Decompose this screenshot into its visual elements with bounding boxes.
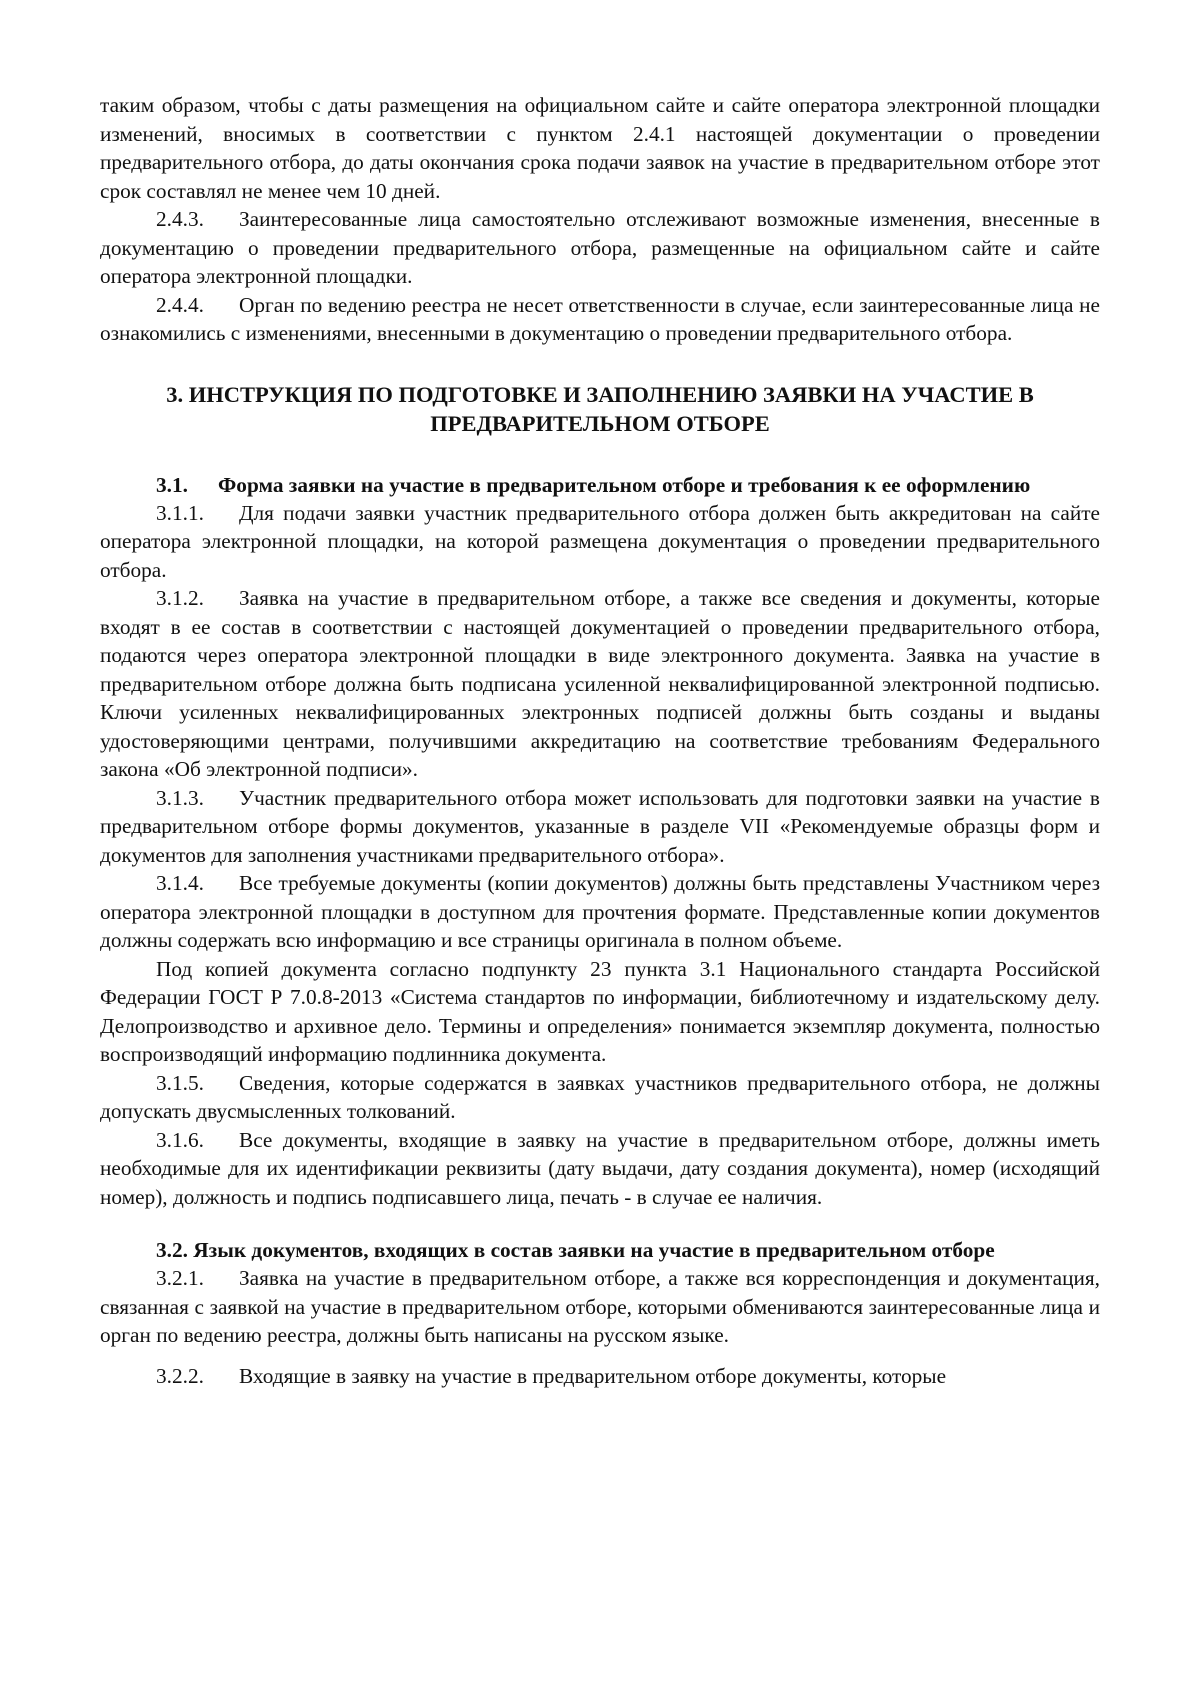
subsection-3-1-heading: [100, 472, 1100, 499]
paragraph-text: Все требуемые документы (копии документов) должны быть представлены Участником через оператора электронной площадки в доступном для прочтения формате. Представленные копии документов должны содержать всю информацию и все страницы оригинала в полном объеме.: [100, 871, 1100, 952]
intro-continuation-paragraph: таким образом, чтобы с даты размещения на официальном сайте и сайте оператора электронной площадки изменений, вносимых в соответствии с пунктом 2.4.1 настоящей документации о проведении предварительного отбора, до даты окончания срока подачи заявок на участие в предварительном отборе этот срок составлял не менее чем 10 дней.: [100, 93, 1100, 203]
section-3-heading-line1: 3. ИНСТРУКЦИЯ ПО ПОДГОТОВКЕ И ЗАПОЛНЕНИЮ ЗАЯВКИ НА УЧАСТИЕ В: [166, 381, 1034, 407]
paragraph-3-2-2: [100, 1362, 1100, 1391]
paragraph-number: 3.1.1.: [156, 500, 204, 525]
paragraph-number: 3.2.2.: [156, 1363, 204, 1388]
paragraph-text: Участник предварительного отбора может использовать для подготовки заявки на участие в предварительном отборе формы документов, указанные в разделе VII «Рекомендуемые образцы форм и документов для заполнения участниками предварительного отбора».: [100, 785, 1100, 867]
paragraph-3-1-6: [100, 1126, 1100, 1212]
paragraph-3-1-5: [100, 1069, 1100, 1126]
paragraph-text: Все документы, входящие в заявку на участие в предварительном отборе, должны иметь необходимые для их идентификации реквизиты (дату выдачи, дату создания документа), номер (исходящий номер), должность и подпись подписавшего лица, печать - в случае ее наличия.: [100, 1127, 1100, 1209]
paragraph-number: 2.4.3.: [156, 207, 204, 231]
paragraph-number: 3.2.1.: [156, 1266, 204, 1290]
section-3-heading: [100, 380, 1100, 438]
paragraph-2-4-4: [100, 291, 1100, 348]
paragraph-number: 3.1.4.: [156, 871, 204, 895]
paragraph-text: Для подачи заявки участник предварительного отбора должен быть аккредитован на сайте оператора электронной площадки, на которой размещена документация о проведении предварительного отбора.: [100, 500, 1100, 582]
paragraph-text: Заявка на участие в предварительном отборе, а также все сведения и документы, которые входят в ее состав в соответствии с настоящей документацией о проведении предварительного отбора, подаются через оператора электронной площадки в виде электронного документа. Заявка на участие в предварительном отборе должна быть подписана усиленной неквалифицированной электронной подписью. Ключи усиленных неквалифицированных электронных подписей должны быть созданы и выданы удостоверяющими центрами, получившими аккредитацию на соответствие требованиям Федерального закона «Об электронной подписи».: [100, 586, 1100, 781]
paragraph-number: 3.1.6.: [156, 1127, 204, 1152]
paragraph-text: Входящие в заявку на участие в предварительном отборе документы, которые: [239, 1363, 947, 1388]
paragraph-3-1-2: [100, 584, 1100, 784]
paragraph-number: 3.1.3.: [156, 785, 204, 810]
subsection-number: 3.1.: [156, 472, 188, 497]
paragraph-2-4-3: [100, 205, 1100, 291]
paragraph-3-1-1: [100, 499, 1100, 585]
paragraph-text: Сведения, которые содержатся в заявках участников предварительного отбора, не должны допускать двусмысленных толкований.: [100, 1070, 1100, 1123]
subsection-3-2-heading: 3.2. Язык документов, входящих в состав заявки на участие в предварительном отборе: [156, 1238, 995, 1262]
paragraph-text: Заинтересованные лица самостоятельно отслеживают возможные изменения, внесенные в документацию о проведении предварительного отбора, размещенные на официальном сайте и сайте оператора электронной площадки.: [100, 207, 1100, 288]
paragraph-3-1-4-continuation: Под копией документа согласно подпункту 23 пункта 3.1 Национального стандарта Российской Федерации ГОСТ Р 7.0.8-2013 «Система стандартов по информации, библиотечному и издательскому делу. Делопроизводство и архивное дело. Термины и определения» понимается экземпляр документа, полностью воспроизводящий информацию подлинника документа.: [100, 956, 1100, 1066]
paragraph-number: 3.1.5.: [156, 1070, 204, 1095]
section-3-heading-line2: ПРЕДВАРИТЕЛЬНОМ ОТБОРЕ: [430, 410, 770, 436]
paragraph-3-1-3: [100, 784, 1100, 870]
paragraph-3-2-1: [100, 1264, 1100, 1350]
paragraph-number: 3.1.2.: [156, 586, 204, 610]
paragraph-text: Заявка на участие в предварительном отборе, а также вся корреспонденция и документация, связанная с заявкой на участие в предварительном отборе, которыми обмениваются заинтересованные лица и орган по ведению реестра, должны быть написаны на русском языке.: [100, 1266, 1100, 1347]
paragraph-text: Орган по ведению реестра не несет ответственности в случае, если заинтересованные лица не ознакомились с изменениями, внесенными в документацию о проведении предварительного отбора.: [100, 292, 1100, 345]
paragraph-number: 2.4.4.: [156, 292, 204, 317]
subsection-title: Форма заявки на участие в предварительном отборе и требования к ее оформлению: [218, 472, 1031, 497]
paragraph-3-1-4: [100, 869, 1100, 955]
